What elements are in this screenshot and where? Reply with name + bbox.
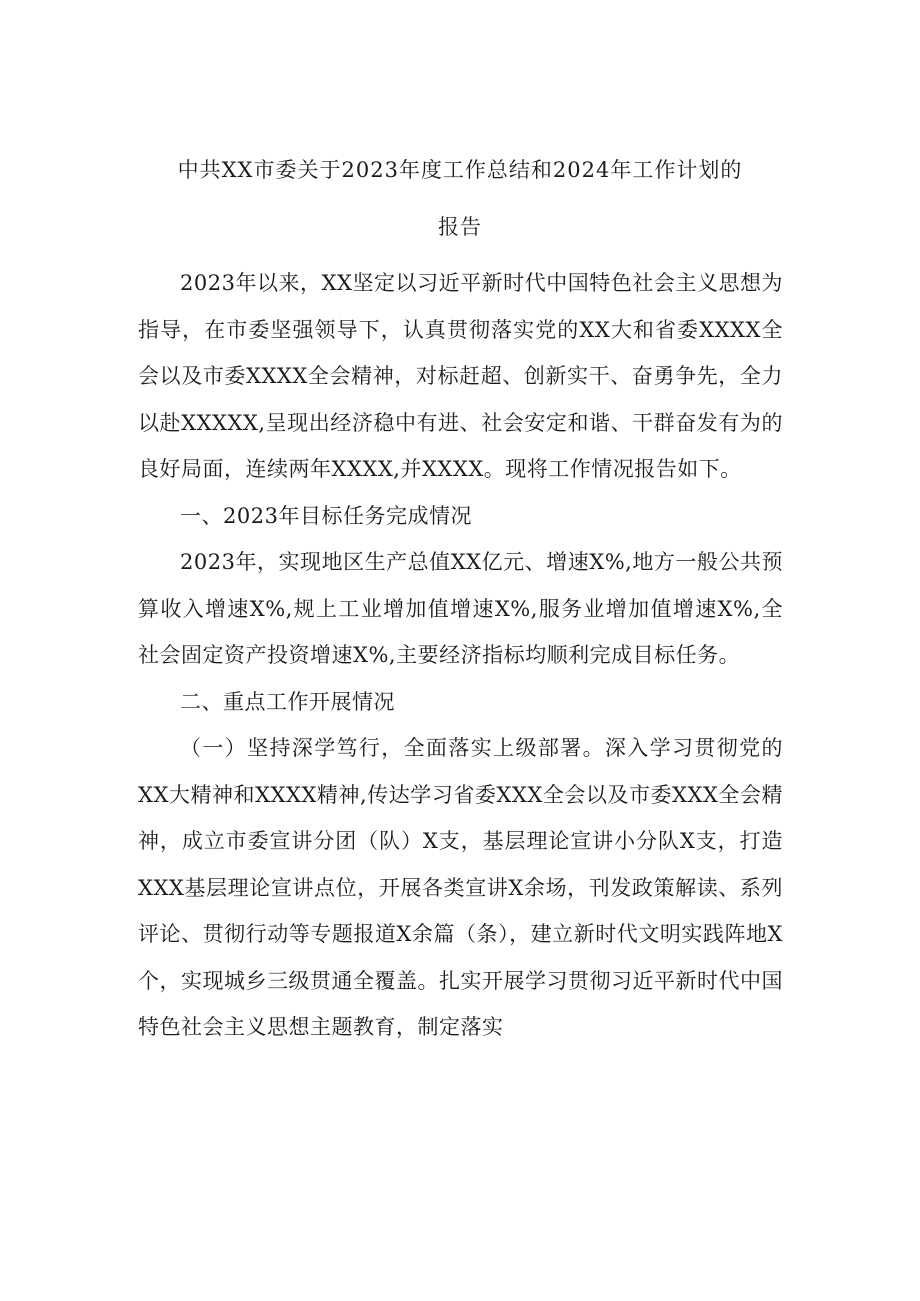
intro-paragraph: 2023年以来，XX坚定以习近平新时代中国特色社会主义思想为指导，在市委坚强领导下，认真贯彻落实党的XX大和省委XXXX全会以及市委XXXX全会精神，对标赶超、创新实干、奋勇争先，全力以赴XXXXX,呈现出经济稳中有进、社会安定和谐、干群奋发有为的良好局面，连续两年XXXX,并XXXX。现将工作情况报告如下。 — [138, 271, 783, 481]
document-title-line-2: 报告 — [438, 215, 482, 239]
targets-paragraph: 2023年，实现地区生产总值XX亿元、增速X%,地方一般公共预算收入增速X%,规上工业增加值增速X%,服务业增加值增速X%,全社会固定资产投资增速X%,主要经济指标均顺利完成目标任务。 — [138, 550, 783, 667]
section-heading-2: 二、重点工作开展情况 — [180, 689, 395, 714]
section-heading-1: 一、2023年目标任务完成情况 — [180, 503, 472, 528]
document-title-line-1: 中共XX市委关于2023年度工作总结和2024年工作计划的 — [177, 158, 743, 182]
key-work-paragraph: （一）坚持深学笃行，全面落实上级部署。深入学习贯彻党的XX大精神和XXXX精神,传达学习省委XXX全会以及市委XXX全会精神，成立市委宣讲分团（队）X支，基层理论宣讲小分队X支，打造XXX基层理论宣讲点位，开展各类宣讲X余场，刊发政策解读、系列评论、贯彻行动等专题报道X余篇（条），建立新时代文明实践阵地X个，实现城乡三级贯通全覆盖。扎实开展学习贯彻习近平新时代中国特色社会主义思想主题教育，制定落实 — [138, 736, 783, 1039]
document-body — [138, 260, 783, 1051]
